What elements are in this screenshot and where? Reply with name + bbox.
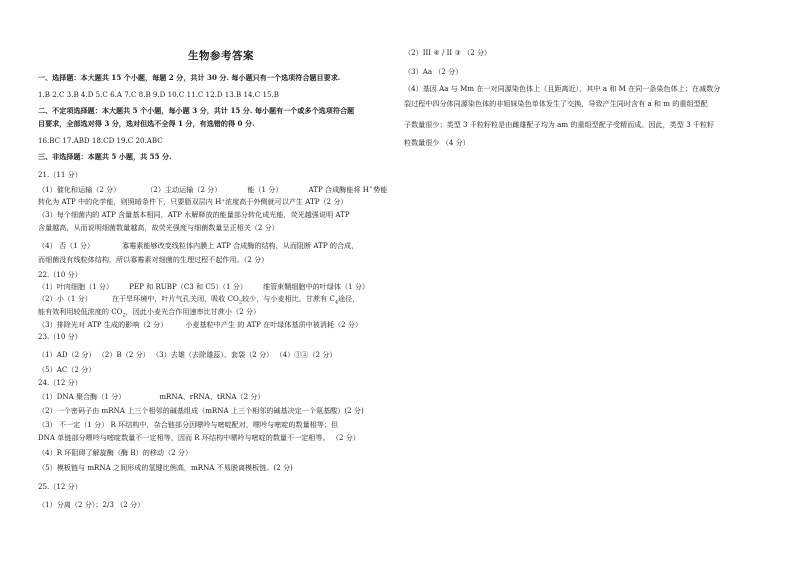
- q21-line-2: 转化为 ATP 中的化学能，则照暗条件下，只要脂双层内 H⁺浓度高于外侧就可以产生 ATP（2 分）: [38, 197, 348, 206]
- q23-line-2: （5）AC（2 分）: [38, 365, 96, 374]
- q22-part-3a: 能有效利用较低浓度的 CO: [38, 307, 123, 316]
- q25-number: 25.（12 分）: [38, 482, 82, 491]
- q22-part-4b: 小麦基粒中产生 的 ATP 在叶绿体基质中被消耗（2 分）: [185, 320, 363, 329]
- q24-line-1: [38, 392, 265, 401]
- q22-part-2c: 较少，与小麦相比，甘蔗有 C: [242, 294, 335, 303]
- q21-part-2d: 势能: [373, 185, 388, 194]
- q22-part-3b: ，因此小麦光合作用速率比甘蔗小（2 分）: [125, 307, 261, 316]
- q25-part-4-line-3: 子数量很少；类型 3 千粒籽粒是由雌雄配子均为 am 的重组型配子受精而成。因此，类型 3 千粒籽: [404, 120, 715, 129]
- q22-part-2d: 途径，: [338, 294, 360, 303]
- q25-part-3: （3）Aa （2 分）: [404, 67, 463, 76]
- q21-part-2b: 能（1 分）: [247, 185, 283, 194]
- q22-line-1: [38, 282, 369, 291]
- q22-line-2: [38, 294, 360, 306]
- q24-line-4: DNA 单链部分嘌呤与嘧啶数量不一定相等，因而 R 环结构中嘌呤与嘧啶的数量不一定相等。 （2 分）: [38, 433, 360, 442]
- section-1-answers: 1.B 2.C 3.B 4.D 5.C 6.A 7.C 8.B 9.D 10.C 11.C 12.D 13.B 14.C 15.B: [38, 90, 279, 99]
- q21-part-4-reason: 寡霉素能够改变线粒体内膜上 ATP 合成酶的结构，从而阻断 ATP 的合成，: [122, 241, 359, 250]
- q24-part-1a: （1）DNA 聚合酶（1 分）: [38, 392, 126, 401]
- c4-subscript: 4: [334, 299, 339, 306]
- q25-part-4-line-4: 粒数量很少 （4 分）: [404, 138, 470, 147]
- q21-line-4: 含量越高，从而说明细菌数量越高，故荧光强度与细菌数量呈正相关（2 分）: [38, 223, 279, 232]
- q25-line-1: （1）分离（2 分）；2/3 （2 分）: [38, 500, 145, 509]
- q25-part-4-line-1: （4）基因 Aa 与 Mm 在一对同源染色体上（且距离近），其中 a 和 M 在同一条染色体上；在减数分: [404, 84, 721, 93]
- q21-part-2: （2）主动运输（2 分）: [146, 185, 222, 194]
- q24-line-3: （3） 不一定（1 分） R 环结构中，杂合链部分因嘌呤与嘧啶配对，嘌呤与嘧啶的数量相等；但: [38, 420, 339, 429]
- q25-part-2: （2）III ④ / II ③ （2 分）: [404, 48, 492, 57]
- q21-line-6: 而细菌没有线粒体结构，所以寡霉素对细菌的生理过程不起作用。（2 分）: [38, 255, 269, 264]
- page-title: 生物参考答案: [188, 50, 254, 62]
- q22-line-4: [38, 320, 362, 329]
- q21-number: 21.（11 分）: [38, 170, 82, 179]
- q24-line-2: （2）一个密码子由 mRNA 上三个相邻的碱基组成（mRNA 上三个相邻的碱基决定一个氨基酸）(2 分): [38, 406, 364, 415]
- q21-part-4: （4） 否（1 分）: [38, 241, 95, 250]
- q22-part-4a: （3）排除光对 ATP 生成的影响（2 分）: [38, 320, 168, 329]
- section-3-heading: 三、非选择题：本题共 5 小题，共 55 分.: [38, 152, 172, 161]
- section-2-heading-line-2: 目要求，全部选对得 3 分，选对但选不全得 1 分，有选错的得 0 分.: [38, 119, 255, 128]
- q22-line-3: [38, 307, 261, 319]
- q22-part-1c: 维管束鞘细胞中的叶绿体（1 分）: [262, 282, 370, 291]
- q24-number: 24.（12 分）: [38, 378, 82, 387]
- section-2-answers: 16.BC 17.ABD 18.CD 19.C 20.ABC: [38, 136, 163, 145]
- q21-line-5: [38, 241, 358, 250]
- q22-number: 22.（10 分）: [38, 270, 82, 279]
- q24-line-6: （5）模板链与 mRNA 之间形成的氢键比例高，mRNA 不易脱离模板链。(2 分): [38, 463, 293, 472]
- q23-line-1: （1）AD（2 分） （2）B（2 分） （3）去雄（去除雄蕊）、套袋（2 分） （4）③④（2 分）: [38, 350, 337, 359]
- q22-part-2b: 在干旱环境中，叶片气孔关闭，吸收 CO: [111, 294, 239, 303]
- co2-subscript: 2: [238, 299, 243, 306]
- q21-line-1: [38, 185, 387, 194]
- q21-part-1: （1）催化和运输（2 分）: [38, 185, 121, 194]
- q22-part-1a: （1）叶肉细胞（1 分）: [38, 282, 114, 291]
- section-1-heading: 一、选择题：本大题共 15 个小题，每题 2 分，共计 30 分. 每小题只有一个选项符合题目要求.: [38, 73, 341, 82]
- q24-line-5: （4）R 环阻碍了解旋酶（酶 B）的移动（2 分）: [38, 448, 193, 457]
- q21-line-3: （3）每个细菌内的 ATP 含量基本相同，ATP 水解释放的能量部分转化成光能，荧光越强说明 ATP: [38, 210, 350, 219]
- q22-part-2a: （2）小（1 分）: [38, 294, 92, 303]
- co2-subscript-2: 2: [122, 312, 126, 319]
- q21-part-2c: ATP 合成酶能将 H: [308, 185, 369, 194]
- q24-part-1b: mRNA、rRNA、tRNA（2 分）: [159, 392, 265, 401]
- q23-number: 23.（10 分）: [38, 332, 82, 341]
- q22-part-1b: PEP 和 RUBP（C3 和 C5）（1 分）: [129, 282, 247, 291]
- q25-part-4-line-2: 裂过程中四分体同源染色体的非姐妹染色单体发生了交换，导致产生同时含有 a 和 m 的重组型配: [404, 99, 708, 108]
- q21-h-superscript: +: [368, 184, 374, 191]
- section-2-heading-line-1: 二、不定项选择题：本大题共 5 个小题，每小题 3 分，共计 15 分. 每小题有一个或多个选项符合题: [38, 106, 355, 115]
